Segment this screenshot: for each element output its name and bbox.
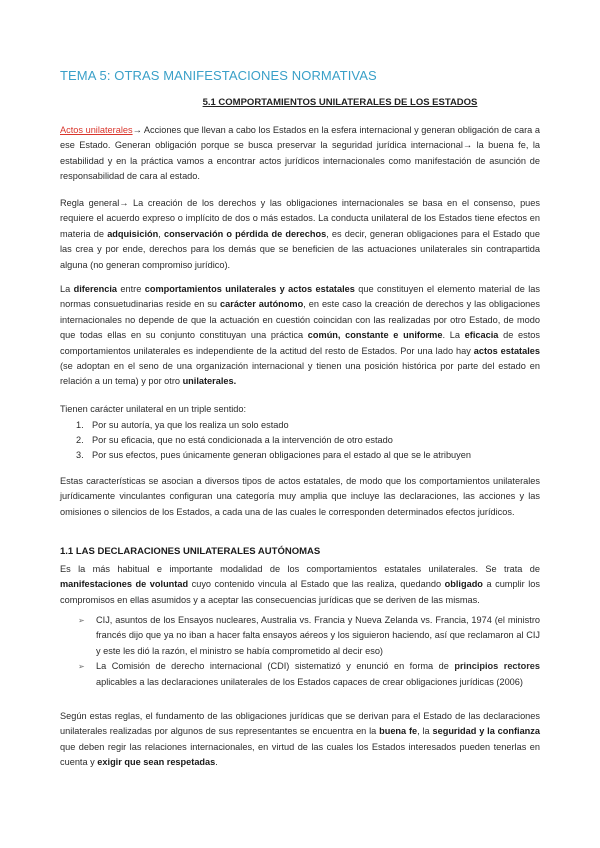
numbered-list — [60, 418, 540, 464]
bold-text: obligado — [444, 579, 483, 590]
list-item — [60, 613, 540, 659]
paragraph-text: . La — [442, 330, 465, 341]
bold-text: eficacia — [464, 330, 499, 341]
bold-text: comportamientos unilaterales y actos estatales — [144, 284, 355, 294]
arrow-bullet-icon: ➢ — [78, 616, 85, 625]
list-number: 1. — [76, 420, 84, 430]
bold-text: actos estatales — [473, 345, 540, 356]
list-number: 2. — [76, 435, 84, 446]
paragraph-text: , es decir, generan obligaciones para el Estado que las crea y por ende, derechos para los demás que se beneficien de las actuaciones unilaterales sin contrapartida alguna (no generan compromiso jurídico). — [60, 228, 540, 270]
list-item-text: aplicables a las declaraciones unilaterales de los Estados capaces de crear obligaciones jurídicas (2006) — [96, 676, 523, 687]
paragraph-declaraciones — [60, 562, 540, 608]
bold-text: común, constante e uniforme — [307, 330, 443, 341]
list-item-text: La Comisión de derecho internacional (CDI) sistematizó y enunció en forma de — [96, 661, 455, 672]
bold-text: diferencia — [73, 284, 118, 294]
paragraph-text: , en este caso la creación de derechos y las obligaciones internacionales no depende de que la actuación en cuestión coincidan con las realizadas por otro Estado, de modo que todas ellas en su conjunto constituyan una práctica — [60, 299, 540, 341]
paragraph-reglas — [60, 709, 540, 771]
paragraph-text: → Acciones que llevan a cabo los Estados en la esfera internacional y generan obligación de cara a ese Estado. Generan obligación porque se busca preservar la seguridad jurídica internacional→ la buena fe, la estabilidad y en la práctica vamos a encontrar actos jurídicos internacionales como manifestación de asunción de responsabilidad de cara al estado. — [60, 125, 540, 182]
paragraph-actos-unilaterales — [60, 123, 540, 185]
paragraph-text: , la — [417, 726, 433, 737]
bold-text: buena fe — [379, 726, 418, 737]
page-title: TEMA 5: OTRAS MANIFESTACIONES NORMATIVAS — [60, 68, 377, 83]
list-item-text: Por su eficacia, que no está condicionada a la intervención de otro estado — [92, 435, 393, 446]
list-item-text: Por sus efectos, pues únicamente generan obligaciones para el estado al que se le atribuyen — [92, 450, 471, 461]
paragraph-text: Es la más habitual e importante modalidad de los comportamientos estatales unilaterales. Se trata de — [60, 564, 540, 574]
list-number: 3. — [76, 450, 84, 461]
term-actos-unilaterales: Actos unilaterales — [60, 125, 133, 135]
paragraph-text: cuyo contenido vincula al Estado que las realiza, quedando — [188, 579, 445, 590]
bold-text: carácter autónomo — [220, 299, 304, 310]
list-item-text: CIJ, asuntos de los Ensayos nucleares, Australia vs. Francia y Nueva Zelanda vs. Francia, 1974 (el ministro francés dijo que ya no iban a hacer falta ensayos aéreos y los siguieron haciendo, así que reclamaron al CIJ y este les dió la razón, el ministro se había comprometido al decir eso) — [96, 615, 540, 656]
paragraph-text: Regla general→ La creación de los derechos y las obligaciones internacionales se basa en el consenso, pues requiere el acuerdo expreso o implícito de dos o más estados. La conducta unilateral de los Estados tiene efectos en materia de — [60, 198, 540, 239]
paragraph-caracteristicas: Estas características se asocian a diversos tipos de actos estatales, de modo que los comportamientos unilaterales jurídicamente vinculantes configuran una categoría muy amplia que incluye las declaraciones, las acciones y las omisiones o silencios de los Estados, a cada una de las cuales le corresponden determinados efectos jurídicos. — [60, 476, 540, 517]
paragraph-text: a cumplir los compromisos en ellas asumidos y a aceptar las consecuencias jurídicas que se deriven de las mismas. — [60, 579, 540, 605]
arrow-bullet-icon: ➢ — [78, 662, 85, 672]
list-item — [60, 659, 540, 690]
bold-text: manifestaciones de voluntad — [60, 579, 189, 590]
bullet-list — [60, 613, 540, 690]
list-item — [60, 433, 540, 448]
bold-text: conservación o pérdida de derechos — [163, 228, 327, 239]
list-item — [60, 448, 540, 463]
paragraph-regla-general — [60, 196, 540, 273]
subsection-heading: 1.1 LAS DECLARACIONES UNILATERALES AUTÓNOMAS — [60, 546, 321, 557]
bold-text: unilaterales. — [182, 376, 237, 387]
paragraph-text: (se adoptan en el seno de una organización internacional y tienen una posición histórica por parte del estado en relación a un tema) y por otro — [60, 361, 540, 387]
section-heading: 5.1 COMPORTAMIENTOS UNILATERALES DE LOS ESTADOS — [202, 97, 478, 108]
paragraph-text: Según estas reglas, el fundamento de las obligaciones jurídicas que se derivan para el Estado de las declaraciones unilaterales realizadas por algunos de sus representantes se encuentra en la — [60, 711, 540, 737]
paragraph-text: , — [158, 228, 164, 239]
list-item-text: Por su autoría, ya que los realiza un solo estado — [92, 420, 289, 430]
bold-text: principios rectores — [454, 661, 540, 672]
list-item — [60, 418, 540, 433]
bold-text: adquisición — [107, 228, 159, 239]
list-intro: Tienen carácter unilateral en un triple sentido: — [60, 404, 247, 414]
paragraph-text: La — [60, 284, 74, 294]
bold-text: exigir que sean respetadas — [97, 757, 216, 768]
bold-text: seguridad y la confianza — [432, 726, 540, 737]
paragraph-text: . — [215, 757, 218, 768]
paragraph-text: que constituyen el elemento material de las normas consuetudinarias reside en su — [60, 284, 540, 310]
paragraph-text: entre — [117, 284, 145, 294]
paragraph-diferencia — [60, 282, 540, 390]
paragraph-text: de estos comportamientos unilaterales es independiente de la actitud del resto de Estados. Por una lado hay — [60, 330, 540, 356]
paragraph-text: que deben regir las relaciones internacionales, en virtud de las cuales los Estados interesados pueden tenerlas en cuenta y — [60, 741, 540, 768]
